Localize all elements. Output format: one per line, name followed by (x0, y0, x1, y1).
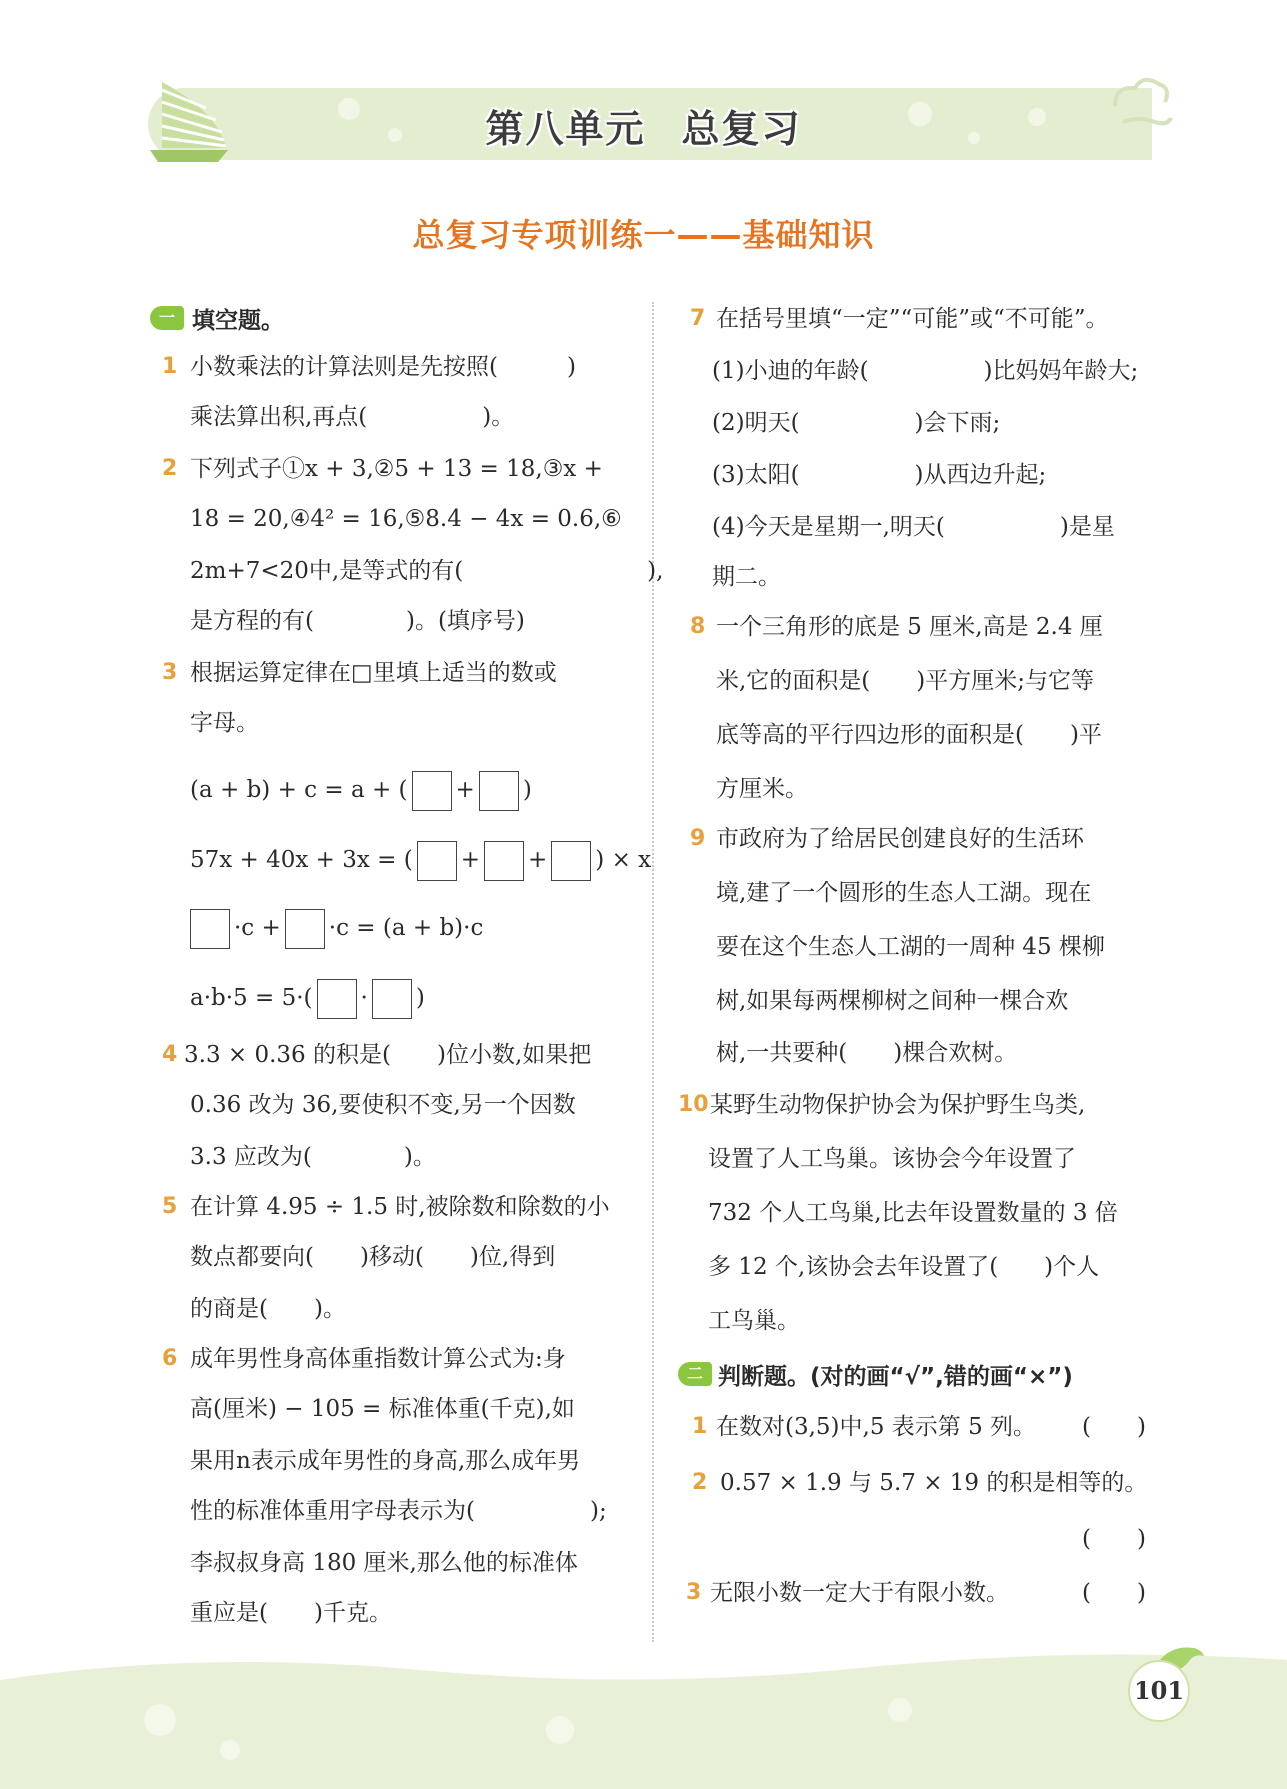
section-badge: 一 (150, 306, 184, 330)
question-text: 2m+7<20中,是等式的有( ), (190, 558, 664, 584)
question-text: 的商是( )。 (190, 1296, 346, 1322)
question-text: 乘法算出积,再点( )。 (190, 404, 515, 430)
question-number: 7 (690, 306, 706, 331)
question-text: 3.3 × 0.36 的积是( )位小数,如果把 (184, 1042, 592, 1068)
question-text: 在括号里填“一定”“可能”或“不可能”。 (716, 306, 1109, 332)
question-number: 9 (690, 826, 706, 851)
question-text: 字母。 (190, 710, 259, 736)
answer-box[interactable] (190, 909, 230, 949)
question-text: 高(厘米) − 105 = 标准体重(千克),如 (190, 1396, 575, 1422)
answer-box[interactable] (551, 841, 591, 881)
question-text: 在数对(3,5)中,5 表示第 5 列。 (716, 1414, 1037, 1440)
question-number: 2 (162, 456, 178, 481)
column-divider (652, 302, 654, 1642)
answer-box[interactable] (285, 909, 325, 949)
section-title: 判断题。(对的画“√”,错的画“×”) (718, 1364, 1073, 1390)
question-text: 米,它的面积是( )平方厘米;与它等 (716, 668, 1095, 694)
question-text: 方厘米。 (716, 776, 808, 802)
question-text: 境,建了一个圆形的生态人工湖。现在 (716, 880, 1092, 906)
question-number: 8 (690, 614, 706, 639)
chapter-title: 第八单元 总复习 (485, 107, 802, 151)
question-text: (4)今天是星期一,明天( )是星 (712, 514, 1115, 540)
section-badge: 二 (678, 1362, 712, 1386)
question-text: 性的标准体重用字母表示为( ); (190, 1498, 607, 1524)
question-text: 底等高的平行四边形的面积是( )平 (716, 722, 1102, 748)
answer-box[interactable] (484, 841, 524, 881)
answer-paren[interactable]: ( ) (1082, 1414, 1146, 1440)
question-text: (1)小迪的年龄( )比妈妈年龄大; (712, 358, 1139, 384)
question-text: 18 = 20,④4² = 16,⑤8.4 − 4x = 0.6,⑥ (190, 506, 622, 532)
question-number: 3 (162, 660, 178, 685)
question-number: 10 (678, 1092, 709, 1117)
question-text: (3)太阳( )从西边升起; (712, 462, 1047, 488)
question-text: 0.36 改为 36,要使积不变,另一个因数 (190, 1092, 576, 1118)
question-text: 3.3 应改为( )。 (190, 1144, 436, 1170)
answer-box[interactable] (317, 979, 357, 1019)
answer-box[interactable] (417, 841, 457, 881)
question-text: 要在这个生态人工湖的一周种 45 棵柳 (716, 934, 1105, 960)
question-number: 1 (162, 354, 178, 379)
question-text: 下列式子①x + 3,②5 + 13 = 18,③x + (190, 456, 603, 482)
question-text: 某野生动物保护协会为保护野生鸟类, (710, 1092, 1086, 1118)
equation-line: a·b·5 = 5·( · ) (190, 978, 425, 1019)
equation-line: ·c + ·c = (a + b)·c (186, 908, 483, 949)
answer-box[interactable] (412, 771, 452, 811)
question-text: 果用n表示成年男性的身高,那么成年男 (190, 1448, 581, 1474)
question-text: 732 个人工鸟巢,比去年设置数量的 3 倍 (708, 1200, 1118, 1226)
question-number: 5 (162, 1194, 178, 1219)
question-text: 无限小数一定大于有限小数。 (710, 1580, 1009, 1606)
equation-line: 57x + 40x + 3x = ( + + ) × x (190, 840, 651, 881)
question-number: 1 (692, 1414, 708, 1439)
question-text: 李叔叔身高 180 厘米,那么他的标准体 (190, 1550, 578, 1576)
section-subtitle: 总复习专项训练一——基础知识 (412, 216, 875, 254)
question-text: (2)明天( )会下雨; (712, 410, 1001, 436)
question-number: 3 (686, 1580, 702, 1605)
question-number: 4 (162, 1042, 178, 1067)
section-title: 填空题。 (192, 308, 284, 334)
question-text: 市政府为了给居民创建良好的生活环 (716, 826, 1084, 852)
question-text: 多 12 个,该协会去年设置了( )个人 (708, 1254, 1100, 1280)
answer-box[interactable] (372, 979, 412, 1019)
question-text: 树,一共要种( )棵合欢树。 (716, 1040, 1018, 1066)
question-number: 6 (162, 1346, 178, 1371)
equation-line: (a + b) + c = a + ( + ) (190, 770, 532, 811)
question-text: 期二。 (712, 564, 781, 590)
question-text: 设置了人工鸟巢。该协会今年设置了 (708, 1146, 1076, 1172)
question-number: 2 (692, 1470, 708, 1495)
question-text: 小数乘法的计算法则是先按照( ) (190, 354, 576, 380)
question-text: 工鸟巢。 (708, 1308, 800, 1334)
answer-paren[interactable]: ( ) (1082, 1526, 1146, 1552)
page-number: 101 (1128, 1660, 1190, 1722)
question-text: 是方程的有( )。(填序号) (190, 608, 525, 634)
answer-paren[interactable]: ( ) (1082, 1580, 1146, 1606)
question-text: 在计算 4.95 ÷ 1.5 时,被除数和除数的小 (190, 1194, 610, 1220)
answer-box[interactable] (479, 771, 519, 811)
question-text: 成年男性身高体重指数计算公式为:身 (190, 1346, 566, 1372)
footer-wave (0, 1650, 1287, 1789)
question-text: 0.57 × 1.9 与 5.7 × 19 的积是相等的。 (720, 1470, 1148, 1496)
question-text: 树,如果每两棵柳树之间种一棵合欢 (716, 988, 1069, 1014)
question-text: 根据运算定律在□里填上适当的数或 (190, 660, 557, 686)
question-text: 重应是( )千克。 (190, 1600, 392, 1626)
question-text: 一个三角形的底是 5 厘米,高是 2.4 厘 (716, 614, 1103, 640)
question-text: 数点都要向( )移动( )位,得到 (190, 1244, 556, 1270)
